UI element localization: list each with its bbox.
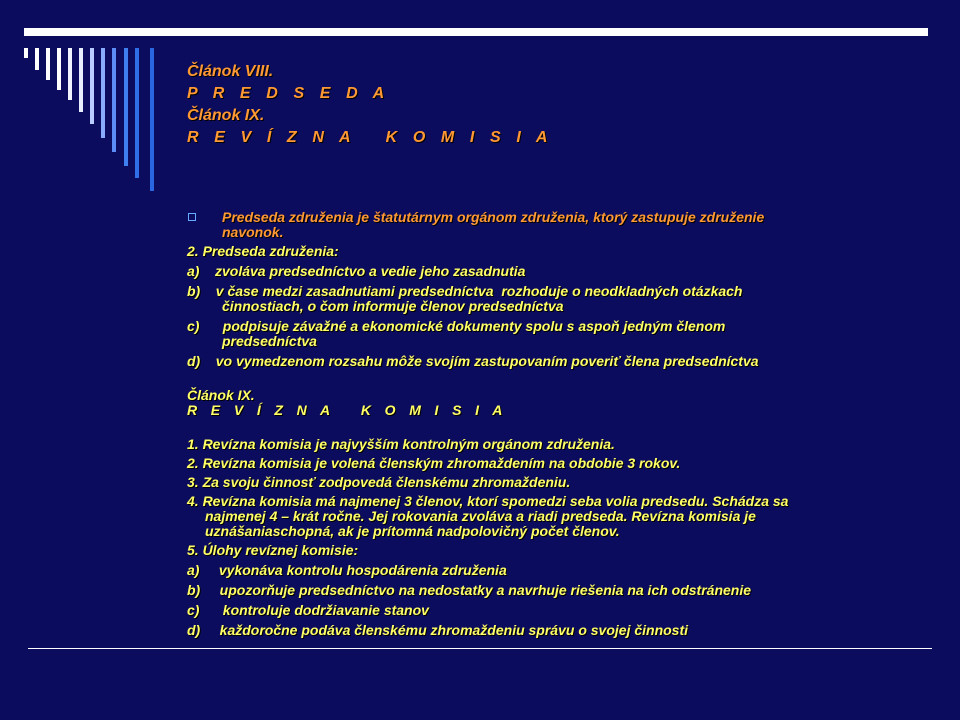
text-line: 4. Revízna komisia má najmenej 3 členov, ktorí spomedzi seba volia predsedu. Schádza sa: [187, 493, 789, 509]
predseda-heading: 2. Predseda združenia:: [187, 243, 339, 259]
list-item: [187, 264, 887, 279]
stripe: [101, 48, 105, 138]
square-bullet-icon: [188, 213, 196, 221]
list-item: [187, 456, 887, 471]
text-line: navonok.: [222, 224, 284, 240]
text-line: Predseda združenia je štatutárnym orgánom združenia, ktorý zastupuje združenie: [222, 209, 765, 225]
stripe: [57, 48, 61, 90]
stripe: [46, 48, 50, 80]
intro-bullet: [187, 210, 887, 240]
section-subtitle: R E V Í Z N A K O M I S I A: [187, 402, 508, 418]
bottom-rule: [28, 648, 932, 649]
list-item: [187, 494, 887, 539]
text-line: c) podpisuje závažné a ekonomické dokumenty spolu s aspoň jedným členom: [187, 318, 726, 334]
list-item: [187, 475, 887, 490]
text-line: b) v čase medzi zasadnutiami predsedníctva rozhoduje o neodkladných otázkach: [187, 283, 743, 299]
stripe: [135, 48, 139, 178]
stripe: [124, 48, 128, 166]
list-item: [187, 354, 887, 369]
text-line: a) zvoláva predsedníctvo a vedie jeho zasadnutia: [187, 263, 526, 279]
stripe: [68, 48, 72, 100]
list-item: [187, 284, 887, 314]
stripe: [24, 48, 28, 58]
slide-body: [187, 210, 887, 638]
text-line: 1. Revízna komisia je najvyšším kontrolným orgánom združenia.: [187, 436, 615, 452]
title-line: R E V Í Z N A K O M I S I A: [187, 129, 553, 146]
stripe: [90, 48, 94, 124]
list-item: a) vykonáva kontrolu hospodárenia združenia: [187, 562, 507, 578]
stripe: [35, 48, 39, 70]
stripe: [150, 48, 154, 191]
text-line: 3. Za svoju činnosť zodpovedá členskému zhromaždeniu.: [187, 474, 571, 490]
text-line: 2. Revízna komisia je volená členským zhromaždením na obdobie 3 rokov.: [187, 455, 681, 471]
list-item: d) každoročne podáva členskému zhromaždeniu správu o svojej činnosti: [187, 622, 689, 638]
stripe: [79, 48, 83, 112]
list-item: [187, 319, 887, 349]
list-item: c) kontroluje dodržiavanie stanov: [187, 602, 429, 618]
stripe: [112, 48, 116, 152]
list-item: [187, 437, 887, 452]
section-title: Článok IX.: [187, 387, 255, 403]
text-line: 5. Úlohy revíznej komisie:: [187, 542, 359, 558]
text-line: činnostiach, o čom informuje členov predsedníctva: [222, 298, 564, 314]
list-item: [187, 543, 887, 558]
title-line: P R E D S E D A: [187, 85, 390, 102]
text-line: d) vo vymedzenom rozsahu môže svojím zastupovaním poveriť člena predsedníctva: [187, 353, 759, 369]
text-line: uznášaniaschopná, ak je prítomná nadpolovičný počet členov.: [205, 523, 620, 539]
list-item: b) upozorňuje predsedníctvo na nedostatky a navrhuje riešenia na ich odstránenie: [187, 582, 752, 598]
decorative-stripes: [0, 0, 160, 200]
slide-title: [187, 61, 887, 149]
title-line: Článok VIII.: [187, 63, 274, 80]
text-line: najmenej 4 – krát ročne. Jej rokovania zvoláva a riadi predseda. Revízna komisia je: [205, 508, 756, 524]
text-line: predsedníctva: [222, 333, 317, 349]
title-line: Článok IX.: [187, 107, 265, 124]
